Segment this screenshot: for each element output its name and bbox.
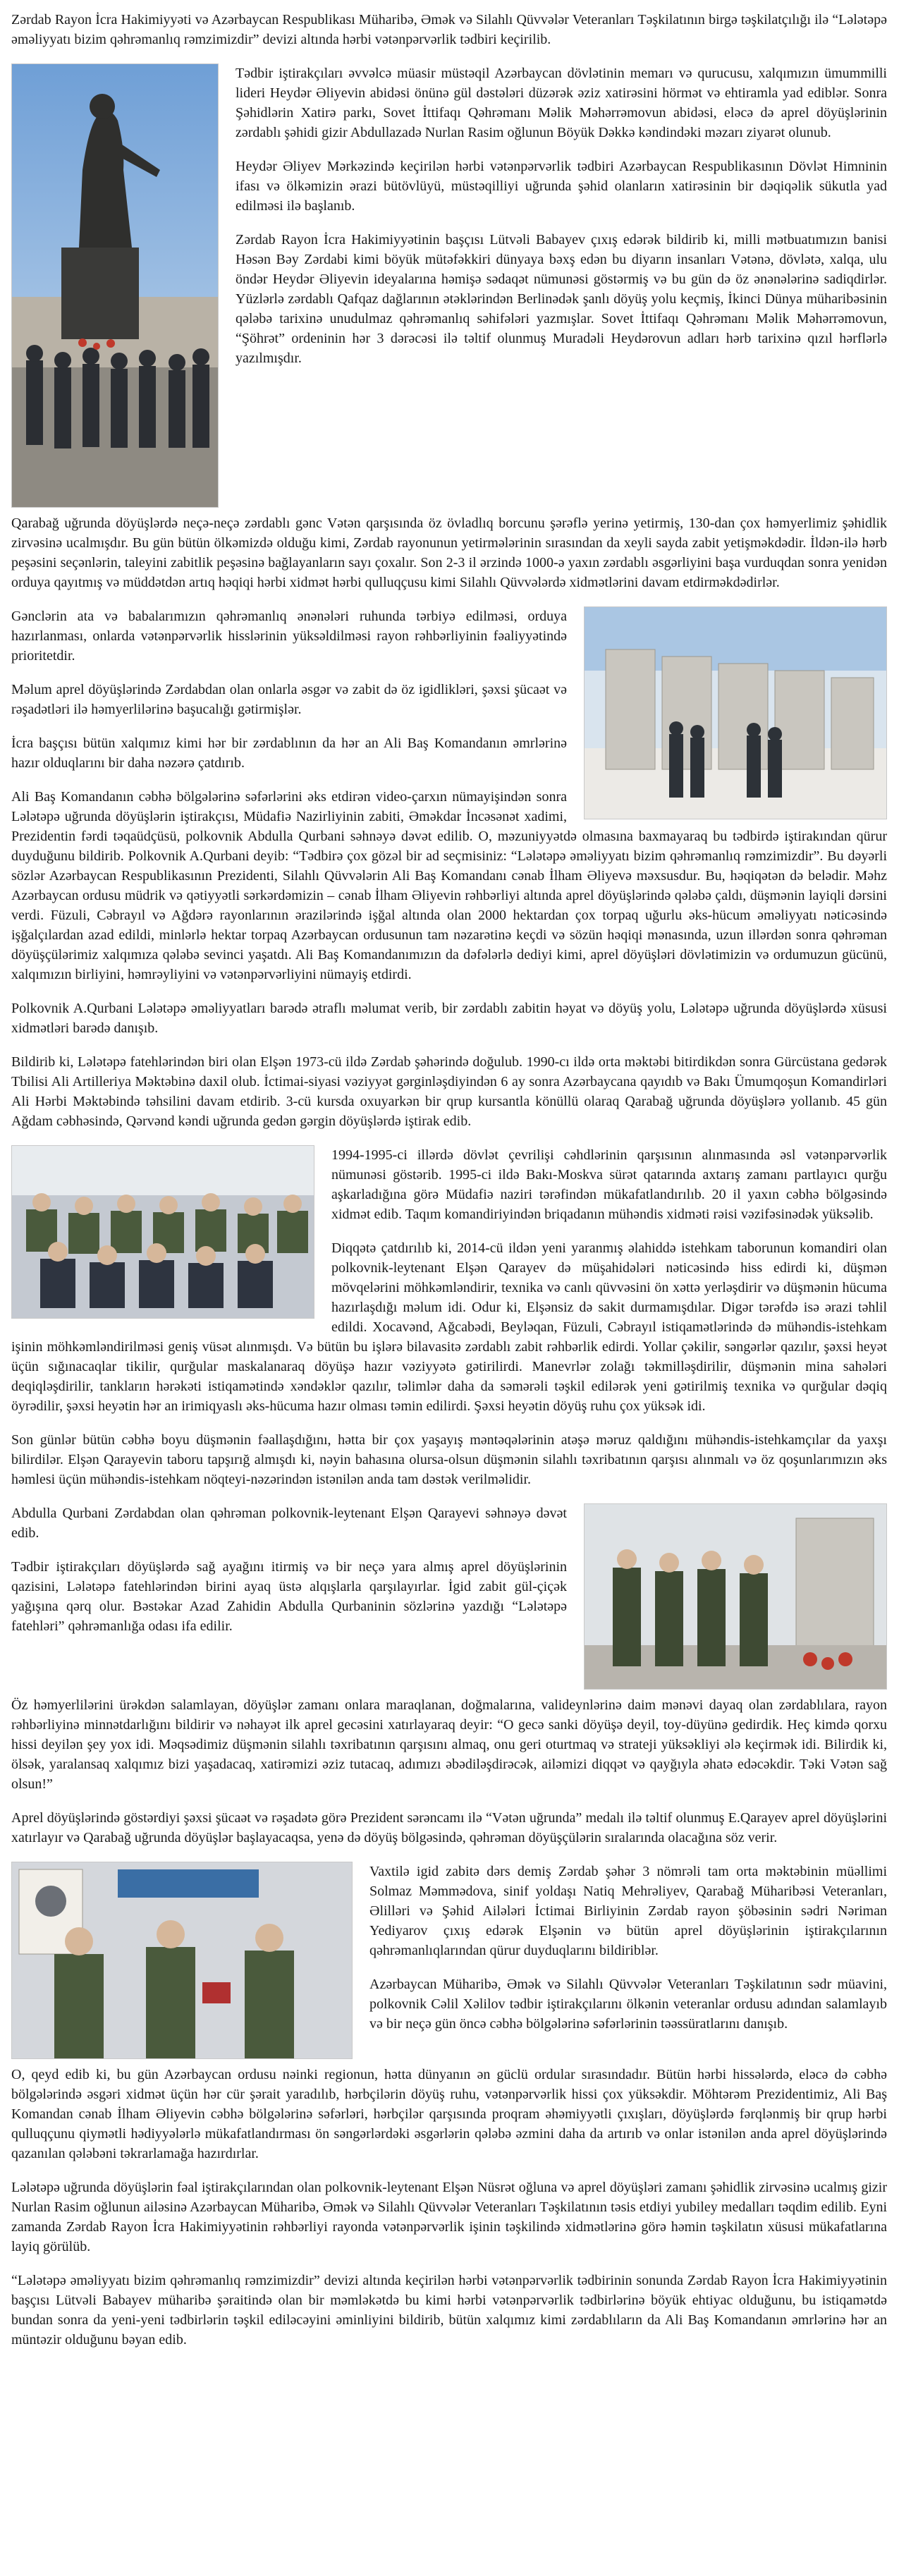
article-paragraph-7: İcra başçısı bütün xalqımız kimi hər bir zərdablının da hər an Ali Baş Komandanın əmrlərinə hazır olduqlarını bir daha nəzərə çatdırıb.: [11, 735, 567, 771]
memorial-wall-illustration: [585, 607, 886, 819]
article-paragraph-9: Polkovnik A.Qurbani Lələtəpə əməliyyatları barədə ətraflı məlumat verib, bir zərdablı zabitin həyat və döyüş yolu, Lələtəpə uğrunda döyüşlərdə xüsusi xidmətləri barədə danışıb.: [11, 1001, 887, 1036]
article-paragraph-2: Heydər Əliyev Mərkəzində keçirilən hərbi vətənpərvərlik tədbiri Azərbaycan Respublikasının Dövlət Himninin ifası və ölkəmizin ərazi bütövlüyü, müstəqilliyi uğrunda şəhid olanların xatirəsinin bir dəqiqəlik sükutla yad edilməsi ilə başlanıb.: [236, 159, 887, 214]
article-paragraph-1: Tədbir iştirakçıları əvvəlcə müasir müstəqil Azərbaycan dövlətinin memarı və qurucusu, xalqımızın ümummilli lideri Heydər Əliyevin abidəsi önünə gül dəstələri düzərək əziz xatirəsini hörmət və ehtiramla yad ediblər. Sonra Şəhidlərin Xatirə parkı, Sovet İttifaqı Qəhrəmanı Məlik Məhərrəmovun abidəsi, eləcə də aprel döyüşlərinin zərdablı şəhidi gizir Abdullazadə Nurlan Rasim oğlunun Böyük Dəkkə kəndindəki məzarı ziyarət olunub.: [236, 66, 887, 140]
article-paragraph-3: Zərdab Rayon İcra Hakimiyyətinin başçısı Lütvəli Babayev çıxış edərək bildirib ki, milli mətbuatımızın banisi Həsən Bəy Zərdabi kimi böyük mütəfəkkiri dünyaya bəxş edən bu diyarın insanları Vətənə, dövlətə, xalqa, ulu öndər Heydər Əliyevin ideyalarına həmişə sədaqət nümunəsi göstərmiş və bu gün də öz ənənələrinə sadiqdirlər. Yüzlərlə zərdablı Qafqaz dağlarının ətəklərindən Berlinədək şanlı döyüş yolu keçmiş, İkinci Dünya müharibəsinin qələbə tarixinə unudulmaz qəhrəmanlıq səhifələri yazmışlar. Sovet İttifaqı Qəhrəmanı Məlik Məhərrəmovun, “Şöhrət” ordeninin hər 3 dərəcəsi ilə təltif olunmuş Muradəli Heydərovun adları hərb tarixinə qızıl hərflərlə yazılmışdır.: [236, 232, 887, 366]
award-presentation-illustration: [12, 1862, 352, 2058]
article-paragraph-21: Lələtəpə uğrunda döyüşlərin fəal iştirakçılarından olan polkovnik-leytenant Elşən Nüsrət oğluna və aprel döyüşləri zamanı şəhidlik zirvəsinə ucalmış gizir Nurlan Rasim oğlunun ailəsinə Azərbaycan Müharibə, Əmək və Silahlı Qüvvələr Veteranları Təşkilatının təsis etdiyi yubiley medalları təqdim edilib. Eyni zamanda Zərdab Rayon İcra Hakimiyyətinin rəhbərliyi rayonda vətənpərvərlik işinin təşkilində xidmətlərinə görə həmin təşkilatın xüsusi mükafatlarına layiq görülüb.: [11, 2180, 887, 2254]
article-paragraph-13: Son günlər bütün cəbhə boyu düşmənin fəallaşdığını, hətta bir çox yaşayış məntəqələrinin atəşə məruz qaldığını mühəndis-istehkamçılar da yaxşı bilirdilər. Elşən Qarayevin taboru tapşırığ almışdı ki, nəyin bahasına olursa-olsun düşmənin silahlı təxribatının qarşısı alınmalı və öz qoşunlarımızın əks həmlesi üçün mühəndis-istehkam nöqteyi-nəzərindən istənilən anda tam dəstək verilməlidir.: [11, 1432, 887, 1487]
audience-hall-illustration: [12, 1146, 314, 1318]
wreath-laying-illustration: [585, 1504, 886, 1689]
audience-hall-photo: [11, 1145, 314, 1319]
article-paragraph-18: Vaxtilə igid zabitə dərs demiş Zərdab şəhər 3 nömrəli tam orta məktəbinin müəllimi Solmaz Məmmədova, sinif yoldaşı Natiq Mehrəliyev, Qarabağ Müharibəsi Veteranları, Əlilləri və Şəhid Ailələri İctimai Birliyinin Zərdab rayon şöbəsinin sədri Nəriman Yediyarov çıxış edərək Elşənin və bütün aprel döyüşlərinin iştirakçılarının qəhrəmanlıqlarından qürur duyduqlarını bildiriblər.: [369, 1864, 887, 1958]
article-paragraph-11: 1994-1995-ci illərdə dövlət çevrilişi cəhdlərinin qarşısının alınmasında əsl vətənpərvərlik nümunəsi göstərib. 1995-ci ildə Bakı-Moskva sürət qatarında axtarış zamanı partlayıcı qurğu aşkarladığına görə Müdafiə naziri tərəfindən mükafatlandırılıb. 20 il yaxın cəbhə bölgəsində xidmət edib. Taqım komandiriyindən briqadanın mühəndis xidməti rəisi vəzifəsinədək yüksəlib.: [331, 1147, 887, 1222]
article-paragraph-19: Azərbaycan Müharibə, Əmək və Silahlı Qüvvələr Veteranları Təşkilatının sədr müavini, polkovnik Cəlil Xəlilov tədbir iştirakçılarını ölkənin veteranlar ordusu adından salamlayıb və bir neçə gün öncə cəbhə bölgələrinə səfərlərinin təəssüratlarını danışıb.: [369, 1977, 887, 2032]
article-paragraph-22: “Lələtəpə əməliyyatı bizim qəhrəmanlıq rəmzimizdir” devizi altında keçirilən hərbi vətənpərvərlik tədbirinin sonunda Zərdab Rayon İcra Hakimiyyətinin başçısı Lütvəli Babayev müharibə şəraitində olan bir məmləkətdə bu kimi hərbi vətənpərvərlik tədbirlərinə böyük ehtiyac olduğunu, bu istiqamətdə bundan sonra da yeni-yeni tədbirlərin təşkil ediləcəyini əminliyini bildirib, bütün xalqımız kimi zərdablıların da Ali Baş Komandanın əmrlərinə hər an müntəzir olduğunu bəyan edib.: [11, 2273, 887, 2348]
article: [11, 10, 887, 2364]
wreath-laying-photo: [584, 1503, 887, 1690]
monument-ceremony-photo: [11, 63, 219, 508]
article-paragraph-6: Məlum aprel döyüşlərində Zərdabdan olan onlarla əsgər və zabit də öz igidlikləri, şəxsi şücaət və rəşadətləri ilə həmyerlilərinə başucalığı gətirmişlər.: [11, 682, 567, 717]
article-paragraph-16: Öz həmyerlilərini ürəkdən salamlayan, döyüşlər zamanı onlara maraqlanan, doğmalarına, valideynlərinə daim mənəvi dayaq olan zərdablılara, rayon rəhbərliyinə minnətdarlığını bildirir və nəhayət ilk aprel gecəsini xatırlayaraq deyir: “O gecə sanki döyüşə deyil, toy-düyünə gedirdik. Heç kimdə qorxu hissi deyilən şey yox idi. Məqsədimiz düşmənin silahlı təxribatının qarşısını almaq, onu geri oturtmaq və strateji yüksəkliyi ələ keçirmək idi. Bilirdik ki, ölsək, yaralansaq xalqımız bizi yaşadacaq, xatirəmizi əziz tutacaq, adımızı əbədiləşdirəcək, ailəmizi diqqət və qayğıyla əhatə edəcəkdir. Təki Vətən sağ olsun!”: [11, 1697, 887, 1792]
article-paragraph-12: Diqqətə çatdırılıb ki, 2014-cü ildən yeni yaranmış əlahiddə istehkam taborunun komandiri olan polkovnik-leytenant Elşən Qarayev də müşahidələri nəticəsində hiss edirdi ki, düşmən mövqelərini möhkəmləndirir, texnika və canlı qüvvəsini ön xəttə yerləşdirir və düşmənin hücuma hazırlaşdığı məlum idi. Odur ki, Elşənsiz də sakit durmamışdılar. Digər tərəfdə isə ərazi təhlil edildi. Xocavənd, Ağcabədi, Beyləqan, Füzuli, Cəbrayıl istiqamətlərində də mühəndis-istehkam işinin möhkəmləndirilməsi geniş vüsət alınmışdı. Və bütün bu işlərə bilavasitə zərdablı zabit rəhbərlik edirdi. Yollar çəkilir, səngərlər qazılır, şəxsi heyət üçün sığınacaqlar tikilir, qurğular maskalanaraq döyüşə hazır vəziyyətə gətirilirdi. Manevrlər zolağı təkmilləşdirilir, düşmənin mina sahələri deqiqləşdirilir, tankların hərəkəti istiqamətində xəndəklər qazılır, təlimlər daha da səmərəli təşkil edilərək yeni gətirilmiş texnika və qurğular dəqiq öyrədilir, şəxsi heyətin hər an irimiqyaslı əks-hücuma hazır olması təmin edilirdi. Şəxsi heyətin döyüş ruhu çox yüksək idi.: [11, 1240, 887, 1414]
article-paragraph-17: Aprel döyüşlərində göstərdiyi şəxsi şücaət və rəşadətə görə Prezident sərəncamı ilə “Vətən uğrunda” medalı ilə təltif olunmuş E.Qarayev aprel döyüşlərini xatırlayır və Qarabağ uğrunda döyüşlər başlayacaqsa, yenə də döyüş bölgəsində, qəhrəman döyüşçülərin sıralarında olacağına söz verir.: [11, 1810, 887, 1845]
award-presentation-photo: [11, 1862, 353, 2059]
memorial-wall-photo: [584, 606, 887, 819]
article-paragraph-10: Bildirib ki, Lələtəpə fatehlərindən biri olan Elşən 1973-cü ildə Zərdab şəhərində doğulub. 1990-cı ildə orta məktəbi bitirdikdən sonra Gürcüstana gedərək Tbilisi Ali Artilleriya Məktəbinə daxil olub. İctimai-siyasi vəziyyət gərginləşdiyindən 6 ay sonra Azərbaycana qayıdıb və Bakı Ümumqoşun Komandirləri Ali Hərbi Məktəbində təhsilini davam etdirib. 3-cü kursda oxuyarkən bir qrup kursantla könüllü olaraq Qarabağ uğrunda döyüşlərə yollanıb. 45 gün Ağdam cəbhəsində, Qərvənd kəndi uğrunda gedən gərgin döyüşlərdə iştirak edib.: [11, 1054, 887, 1129]
article-paragraph-20: O, qeyd edib ki, bu gün Azərbaycan ordusu nəinki regionun, hətta dünyanın ən güclü ordular sırasındadır. Bütün hərbi hissələrdə, eləcə də cəbhə bölgələrində əsgəri xidmət üçün hər cür şərait yaradılıb, hərbçilərin döyüş ruhu, vətənpərvərlik hissi çox yüksəkdir. Möhtərəm Prezidentimiz, Ali Baş Komandan cənab İlham Əliyevin cəbhə bölgələrinə səfərləri, hərbçilər qarşısında proqram əhəmiyyətli çıxışları, döyüşlərdə fərqlənmiş bir qrup hərbi qulluqçunu qiymətli hədiyyələrlə mükafatlandırması ön səngərlərdəki əsgərlərin qələbə əzmini daha da artırıb və onlar istənilən anda aprel döyüşlərində qazanılan qələbəni təkrarlamağa hazırdırlar.: [11, 2067, 887, 2161]
article-paragraph-8: Ali Baş Komandanın cəbhə bölgələrinə səfərlərini əks etdirən video-çarxın nümayişindən sonra Lələtəpə uğrunda döyüşlərin iştirakçısı, Müdafiə Nazirliyinin zabiti, Əməkdar İncəsənət xadimi, Prezidentin fərdi təqaüdçüsü, polkovnik Abdulla Qurbani səhnəyə dəvət edilib. O, məzuniyyətdə olmasına baxmayaraq bu tədbirdə iştirakından qürur duyduğunu bildirib. Polkovnik A.Qurbani deyib: “Tədbirə çox gözəl bir ad seçmisiniz: “Lələtəpə əməliyyatı bizim qəhrəmanlıq rəmzimizdir”. Bu dəyərli sözlər Azərbaycan Respublikasının Prezidenti, Silahlı Qüvvələrin Ali Baş Komandanı cənab İlham Əliyevə məxsusdur. Bu, həqiqətən də belədir. Məhz Azərbaycan ordusu müdrik və qətiyyətli sərkərdəmizin – cənab İlham Əliyevin rəhbərliyi altında aprel döyüşlərində qələbə çaldı, düşmənin layiqli dərsini verdi. Füzuli, Cəbrayıl və Ağdərə rayonlarının ərazilərində işğal altında olan 2000 hektardan çox torpaq uğurlu əks-hücum əməliyyatı nəticəsində işğalçılardan azad edildi, minlərlə hektar torpaq Azərbaycan ordusunun tam nəzarətinə keçdi və sözün həqiqi mənasında, uzun illərdən sonra qəhrəman döyüşçülərimiz xalqımıza qələbə sevinci yaşatdı. Ali Baş Komandanımızın da dəfələrlə dediyi kimi, aprel döyüşləri dövlətimizin və ordumuzun gücünü, xalqımızın birliyini, həmrəyliyini və vətənpərvərliyini nümayiş etdirdi.: [11, 789, 887, 982]
article-paragraph-14: Abdulla Qurbani Zərdabdan olan qəhrəman polkovnik-leytenant Elşən Qarayevi səhnəyə dəvət edib.: [11, 1506, 567, 1541]
article-intro: Zərdab Rayon İcra Hakimiyyəti və Azərbaycan Respublikası Müharibə, Əmək və Silahlı Qüvvələr Veteranları Təşkilatının birgə təşkilatçılığı ilə “Lələtəpə əməliyyatı bizim qəhrəmanlıq rəmzimizdir” devizi altında hərbi vətənpərvərlik tədbiri keçirilib.: [11, 12, 887, 47]
monument-ceremony-illustration: [12, 64, 218, 507]
article-paragraph-4: Qarabağ uğrunda döyüşlərdə neçə-neçə zərdablı gənc Vətən qarşısında öz övladlıq borcunu şərəflə yerinə yetirmiş, 130-dan çox həmyerlimiz şəhidlik zirvəsinə ucalmışdır. Bu gün bütün ölkəmizdə olduğu kimi, Zərdab rayonunun yetirmələrinin sırasından da xeyli sayda zabit yetişməkdədir. İldən-ilə hərb peşəsini seçənlərin, taleyini zabitlik peşəsinə bağlayanların sayı çoxalır. Son 2-3 il ərzində 1000-ə yaxın zərdablı əsgərliyini başa vurduqdan sonra yenidən orduya qayıtmış və müddətdən artıq həqiqi hərbi xidmət hərbi qulluqçusu kimi Silahlı Qüvvələrdə xidmətlərini davam etdirməkdədirlər.: [11, 515, 887, 590]
article-paragraph-5: Gənclərin ata və babalarımızın qəhrəmanlıq ənənələri ruhunda tərbiyə edilməsi, orduya hazırlanması, onlarda vətənpərvərlik hisslərinin yüksəldilməsi rayon rəhbərliyinin fəaliyyətində prioritetdir.: [11, 609, 567, 664]
article-paragraph-15: Tədbir iştirakçıları döyüşlərdə sağ ayağını itirmiş və bir neçə yara almış aprel döyüşlərinin qazisini, Lələtəpə fatehlərindən birini ayaq üstə alqışlarla qarşılayırlar. İgid zabit gül-çiçək yağışına qərq olur. Bəstəkar Azad Zahidin Abdulla Qurbaninin sözlərinə yazdığı “Lələtəpə fatehləri” qəhrəmanlığa odası ifa edilir.: [11, 1559, 567, 1634]
